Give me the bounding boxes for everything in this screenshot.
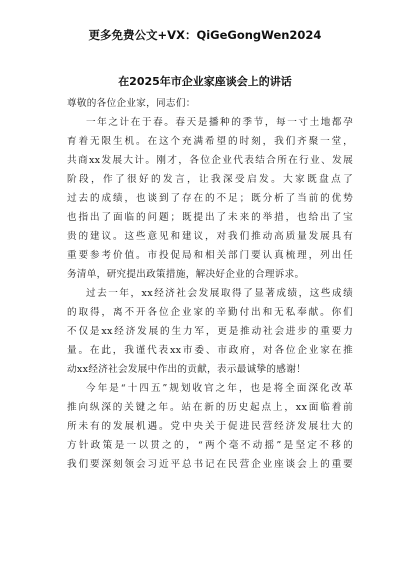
- body-text-line: 共商xx发展大计。刚才，各位企业代表结合所在行业、发展: [67, 155, 353, 166]
- document-body: [67, 94, 353, 474]
- body-text-line: 阶段，作了很好的发言，让我深受启发。大家既盘点了: [67, 174, 353, 185]
- body-text-line: 育着无限生机。在这个充满希望的时刻，我们齐聚一堂，: [67, 136, 353, 147]
- body-text-line: 的取得，离不开各位企业家的辛勤付出和无私奉献。你们: [67, 307, 353, 318]
- body-text-line: 今年是“十四五”规划收官之年，也是将全面深化改革: [86, 383, 353, 394]
- document-title: 在2025年市企业家座谈会上的讲话: [118, 75, 292, 88]
- watermark-banner: 更多免费公文+VX：QiGeGongWen2024: [88, 28, 322, 42]
- body-text-line: 方针政策是一以贯之的，“两个毫不动摇”是坚定不移的: [67, 440, 353, 451]
- body-text-line: 也指出了面临的问题；既提出了未来的举措，也给出了宝: [67, 212, 353, 223]
- body-text-line: 重要参考价值。市投促局和相关部门要认真梳理，列出任: [67, 250, 353, 261]
- body-text-line: 过去一年，xx经济社会发展取得了显著成绩，这些成绩: [86, 288, 353, 299]
- body-text-line: 量。在此，我谨代表xx市委、市政府，对各位企业家在推: [67, 345, 353, 356]
- body-text-line: 所未有的发展机遇。党中央关于促进民营经济发展壮大的: [67, 421, 353, 432]
- body-text-line: 贵的建议。这些意见和建议，对我们推动高质量发展具有: [67, 231, 353, 242]
- body-text-line: 推向纵深的关键之年。站在新的历史起点上，xx面临着前: [67, 402, 353, 413]
- body-text-line: 一年之计在于春。春天是播种的季节，每一寸土地都孕: [86, 117, 353, 128]
- body-text-line: 务清单，研究提出政策措施，解决好企业的合理诉求。: [67, 269, 305, 280]
- body-text-line: 不仅是xx经济发展的生力军，更是推动社会进步的重要力: [67, 326, 353, 337]
- body-text-line: 我们要深刻领会习近平总书记在民营企业座谈会上的重要: [67, 459, 353, 470]
- body-text-line: 动xx经济社会发展中作出的贡献，表示最诚挚的感谢！: [67, 364, 306, 375]
- body-text-line: 过去的成绩，也谈到了存在的不足；既分析了当前的优势: [67, 193, 353, 204]
- salutation-line: 尊敬的各位企业家，同志们：: [67, 98, 196, 109]
